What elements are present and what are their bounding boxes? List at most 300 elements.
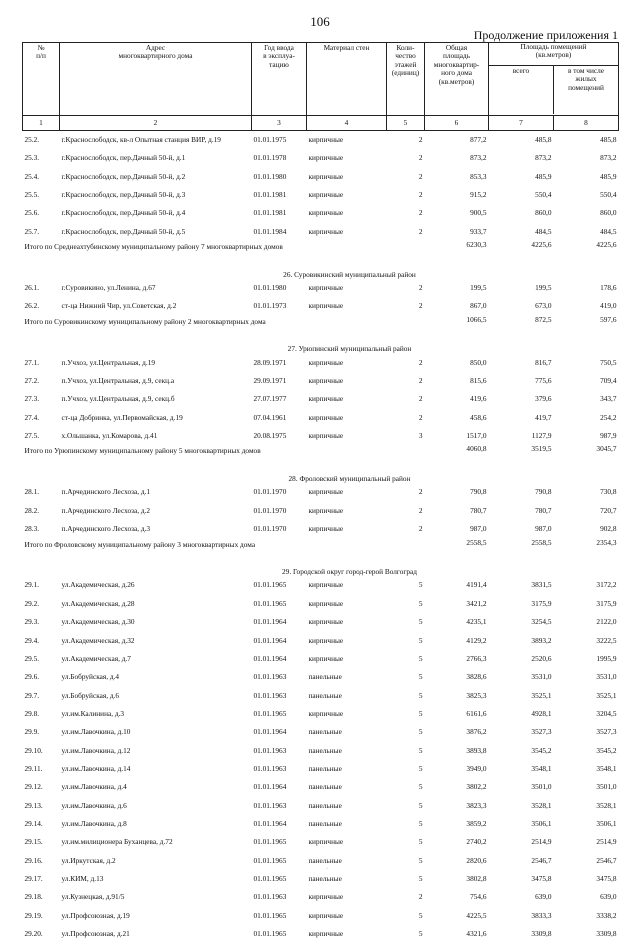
total-row [23, 316, 619, 340]
row-total-area: 4225,5 [425, 907, 489, 925]
row-premises-residential: 987,9 [554, 427, 619, 445]
row-floors: 2 [387, 297, 425, 315]
row-floors: 2 [387, 149, 425, 167]
table-row [23, 168, 619, 186]
row-number: 29.13. [23, 797, 60, 815]
row-premises-all: 2546,7 [489, 852, 554, 870]
table-row [23, 852, 619, 870]
row-total-area: 915,2 [425, 186, 489, 204]
row-floors: 2 [387, 131, 425, 150]
row-premises-all: 3528,1 [489, 797, 554, 815]
row-year: 01.01.1963 [252, 742, 307, 760]
row-address: г.Краснослободск, кв-л Опытная станция ВИР, д.19 [60, 131, 252, 150]
table-row [23, 632, 619, 650]
row-number: 29.17. [23, 870, 60, 888]
row-material: кирпичные [307, 650, 387, 668]
row-number: 28.2. [23, 502, 60, 520]
row-total-area: 987,0 [425, 520, 489, 538]
row-premises-all: 873,2 [489, 149, 554, 167]
row-year: 01.01.1981 [252, 186, 307, 204]
header-premises-area: Площадь помещений (кв.метров) [489, 43, 618, 66]
row-premises-residential: 3172,2 [554, 577, 619, 595]
row-number: 25.4. [23, 168, 60, 186]
row-year: 01.01.1984 [252, 223, 307, 241]
total-area: 2558,5 [425, 539, 489, 563]
row-material: кирпичные [307, 888, 387, 906]
row-year: 01.01.1965 [252, 833, 307, 851]
row-year: 27.07.1977 [252, 390, 307, 408]
row-address: ул.им.Лавочкина, д.8 [60, 815, 252, 833]
row-premises-all: 3254,5 [489, 613, 554, 631]
row-number: 29.5. [23, 650, 60, 668]
row-premises-all: 1127,9 [489, 427, 554, 445]
table-row [23, 668, 619, 686]
row-year: 01.01.1973 [252, 297, 307, 315]
row-floors: 2 [387, 409, 425, 427]
total-label: Итого по Суровикинскому муниципальному району 2 многоквартирных дома [23, 316, 425, 340]
row-premises-residential: 639,0 [554, 888, 619, 906]
row-year: 01.01.1964 [252, 815, 307, 833]
row-premises-all: 3545,2 [489, 742, 554, 760]
row-number: 29.14. [23, 815, 60, 833]
row-address: ул.Академическая, д.30 [60, 613, 252, 631]
row-premises-residential: 254,2 [554, 409, 619, 427]
row-premises-all: 550,4 [489, 186, 554, 204]
row-number: 29.2. [23, 595, 60, 613]
row-material: кирпичные [307, 372, 387, 390]
row-premises-residential: 3548,1 [554, 760, 619, 778]
row-material: кирпичные [307, 297, 387, 315]
table-row [23, 870, 619, 888]
table-row [23, 409, 619, 427]
table-row [23, 833, 619, 851]
row-total-area: 3802,2 [425, 778, 489, 796]
row-premises-residential: 3309,8 [554, 925, 619, 943]
row-material: кирпичные [307, 520, 387, 538]
row-premises-residential: 902,8 [554, 520, 619, 538]
row-material: кирпичные [307, 483, 387, 501]
total-area: 1066,5 [425, 316, 489, 340]
row-material: панельные [307, 852, 387, 870]
row-address: г.Краснослободск, пер.Дачный 50-й, д.5 [60, 223, 252, 241]
table-row [23, 760, 619, 778]
row-floors: 3 [387, 427, 425, 445]
row-premises-residential: 3506,1 [554, 815, 619, 833]
table-row [23, 705, 619, 723]
row-total-area: 3802,8 [425, 870, 489, 888]
row-premises-all: 3527,3 [489, 723, 554, 741]
section-title: 26. Суровикинский муниципальный район [23, 265, 619, 279]
row-floors: 2 [387, 502, 425, 520]
row-number: 29.10. [23, 742, 60, 760]
row-floors: 2 [387, 204, 425, 222]
table-body [23, 131, 619, 943]
row-year: 01.01.1970 [252, 520, 307, 538]
row-premises-all: 780,7 [489, 502, 554, 520]
row-number: 29.8. [23, 705, 60, 723]
total-row [23, 241, 619, 265]
section-heading-row [23, 265, 619, 279]
row-material: кирпичные [307, 632, 387, 650]
row-floors: 5 [387, 742, 425, 760]
row-total-area: 4321,6 [425, 925, 489, 943]
section-heading-row [23, 563, 619, 577]
header-total-area: Общая площадь многоквартир- ного дома (кв.метров) [425, 43, 489, 116]
total-premises-residential: 2354,3 [554, 539, 619, 563]
section-title: 29. Городской округ город-герой Волгоград [23, 563, 619, 577]
row-material: кирпичные [307, 168, 387, 186]
row-number: 29.15. [23, 833, 60, 851]
scan-dot: · [326, 866, 328, 872]
row-year: 07.04.1961 [252, 409, 307, 427]
row-floors: 5 [387, 723, 425, 741]
row-material: кирпичные [307, 595, 387, 613]
total-premises-residential: 597,6 [554, 316, 619, 340]
row-floors: 5 [387, 632, 425, 650]
row-address: п.Учхоз, ул.Центральная, д.19 [60, 354, 252, 372]
row-premises-residential: 3545,2 [554, 742, 619, 760]
row-year: 01.01.1964 [252, 723, 307, 741]
column-number: 3 [252, 116, 307, 131]
row-number: 29.3. [23, 613, 60, 631]
row-total-area: 2820,6 [425, 852, 489, 870]
row-total-area: 850,0 [425, 354, 489, 372]
row-total-area: 199,5 [425, 279, 489, 297]
table-row [23, 427, 619, 445]
row-address: ул.КИМ, д.13 [60, 870, 252, 888]
row-year: 01.01.1965 [252, 870, 307, 888]
row-year: 01.01.1963 [252, 687, 307, 705]
row-floors: 5 [387, 577, 425, 595]
row-address: п.Учхоз, ул.Центральная, д.9, секц.б [60, 390, 252, 408]
row-material: кирпичные [307, 409, 387, 427]
table-header [23, 43, 619, 131]
row-floors: 5 [387, 907, 425, 925]
row-floors: 5 [387, 613, 425, 631]
row-number: 27.3. [23, 390, 60, 408]
row-address: г.Суровикино, ул.Ленина, д.67 [60, 279, 252, 297]
row-premises-all: 379,6 [489, 390, 554, 408]
row-number: 27.5. [23, 427, 60, 445]
row-number: 25.3. [23, 149, 60, 167]
row-number: 29.16. [23, 852, 60, 870]
total-premises-all: 2558,5 [489, 539, 554, 563]
row-material: панельные [307, 797, 387, 815]
table-row [23, 650, 619, 668]
row-material: кирпичные [307, 223, 387, 241]
table-row [23, 723, 619, 741]
row-year: 01.01.1965 [252, 907, 307, 925]
row-total-area: 4191,4 [425, 577, 489, 595]
row-material: кирпичные [307, 354, 387, 372]
row-premises-all: 3548,1 [489, 760, 554, 778]
section-title: 28. Фроловский муниципальный район [23, 469, 619, 483]
row-number: 29.20. [23, 925, 60, 943]
row-floors: 2 [387, 483, 425, 501]
row-total-area: 3859,2 [425, 815, 489, 833]
row-floors: 2 [387, 223, 425, 241]
row-address: г.Краснослободск, пер.Дачный 50-й, д.4 [60, 204, 252, 222]
row-address: ул.им.Лавочкина, д.10 [60, 723, 252, 741]
row-premises-residential: 750,5 [554, 354, 619, 372]
row-address: ул.Академическая, д.28 [60, 595, 252, 613]
row-premises-all: 2520,6 [489, 650, 554, 668]
row-total-area: 790,8 [425, 483, 489, 501]
row-address: ул.им.милиционера Буханцева, д.72 [60, 833, 252, 851]
row-total-area: 900,5 [425, 204, 489, 222]
row-premises-residential: 343,7 [554, 390, 619, 408]
row-premises-residential: 3175,9 [554, 595, 619, 613]
row-floors: 5 [387, 833, 425, 851]
row-number: 27.2. [23, 372, 60, 390]
header-premises-residential: в том числе жилых помещений [553, 66, 618, 114]
row-address: ул.Профсоюзная, д.19 [60, 907, 252, 925]
row-floors: 2 [387, 520, 425, 538]
row-premises-residential: 3204,5 [554, 705, 619, 723]
table-row [23, 204, 619, 222]
row-total-area: 3421,2 [425, 595, 489, 613]
row-year: 01.01.1975 [252, 131, 307, 150]
row-premises-all: 3175,9 [489, 595, 554, 613]
total-area: 6230,3 [425, 241, 489, 265]
row-total-area: 853,3 [425, 168, 489, 186]
total-label: Итого по Среднеахтубинскому муниципальному району 7 многоквартирных домов [23, 241, 425, 265]
row-number: 29.7. [23, 687, 60, 705]
row-total-area: 3876,2 [425, 723, 489, 741]
row-material: панельные [307, 870, 387, 888]
row-number: 26.2. [23, 297, 60, 315]
header-premises-group [489, 43, 619, 116]
row-address: ул.Бобруйская, д.4 [60, 668, 252, 686]
row-material: кирпичные [307, 390, 387, 408]
header-address: Адрес многоквартирного дома [60, 43, 252, 116]
row-total-area: 2740,2 [425, 833, 489, 851]
row-premises-residential: 484,5 [554, 223, 619, 241]
table-row [23, 815, 619, 833]
row-material: кирпичные [307, 279, 387, 297]
row-premises-residential: 3525,1 [554, 687, 619, 705]
row-year: 01.01.1978 [252, 149, 307, 167]
row-address: ул.им.Лавочкина, д.4 [60, 778, 252, 796]
section-heading-row [23, 469, 619, 483]
total-premises-residential: 4225,6 [554, 241, 619, 265]
row-total-area: 3893,8 [425, 742, 489, 760]
row-year: 01.01.1963 [252, 760, 307, 778]
row-floors: 5 [387, 852, 425, 870]
row-material: кирпичные [307, 131, 387, 150]
table-row [23, 797, 619, 815]
row-floors: 2 [387, 390, 425, 408]
row-material: панельные [307, 815, 387, 833]
header-premises-all: всего [489, 66, 553, 114]
section-heading-row [23, 340, 619, 354]
row-material: кирпичные [307, 577, 387, 595]
header-material: Материал стен [307, 43, 387, 116]
row-premises-all: 816,7 [489, 354, 554, 372]
column-number: 7 [489, 116, 554, 131]
row-number: 27.4. [23, 409, 60, 427]
row-material: кирпичные [307, 833, 387, 851]
row-premises-all: 485,8 [489, 131, 554, 150]
row-premises-residential: 3475,8 [554, 870, 619, 888]
row-total-area: 419,6 [425, 390, 489, 408]
row-year: 29.09.1971 [252, 372, 307, 390]
row-premises-all: 775,6 [489, 372, 554, 390]
row-material: кирпичные [307, 613, 387, 631]
row-year: 01.01.1964 [252, 632, 307, 650]
row-address: п.Арчединского Лесхоза, д.1 [60, 483, 252, 501]
row-total-area: 780,7 [425, 502, 489, 520]
row-number: 29.6. [23, 668, 60, 686]
table-row [23, 390, 619, 408]
column-number: 8 [554, 116, 619, 131]
table-row [23, 483, 619, 501]
row-year: 01.01.1964 [252, 650, 307, 668]
column-number: 5 [387, 116, 425, 131]
header-floors: Коли- чество этажей (единиц) [387, 43, 425, 116]
row-premises-residential: 720,7 [554, 502, 619, 520]
row-premises-residential: 3338,2 [554, 907, 619, 925]
table-row [23, 354, 619, 372]
table-row [23, 687, 619, 705]
table-row [23, 577, 619, 595]
row-material: кирпичные [307, 204, 387, 222]
row-premises-residential: 3501,0 [554, 778, 619, 796]
row-year: 01.01.1980 [252, 279, 307, 297]
row-number: 29.11. [23, 760, 60, 778]
page-number: 106 [0, 14, 640, 30]
row-year: 20.08.1975 [252, 427, 307, 445]
row-floors: 5 [387, 595, 425, 613]
row-material: кирпичные [307, 149, 387, 167]
row-number: 26.1. [23, 279, 60, 297]
row-material: кирпичные [307, 907, 387, 925]
row-premises-residential: 860,0 [554, 204, 619, 222]
row-number: 25.6. [23, 204, 60, 222]
row-address: ул.Бобруйская, д.6 [60, 687, 252, 705]
row-number: 25.7. [23, 223, 60, 241]
row-material: кирпичные [307, 427, 387, 445]
row-floors: 5 [387, 778, 425, 796]
row-year: 01.01.1964 [252, 778, 307, 796]
section-title: 27. Урюпинский муниципальный район [23, 340, 619, 354]
row-premises-residential: 485,8 [554, 131, 619, 150]
row-premises-all: 419,7 [489, 409, 554, 427]
row-premises-all: 3309,8 [489, 925, 554, 943]
row-premises-all: 790,8 [489, 483, 554, 501]
row-premises-all: 860,0 [489, 204, 554, 222]
row-floors: 5 [387, 668, 425, 686]
row-premises-all: 199,5 [489, 279, 554, 297]
row-total-area: 2766,3 [425, 650, 489, 668]
header-year: Год ввода в эксплуа- тацию [252, 43, 307, 116]
row-premises-all: 673,0 [489, 297, 554, 315]
row-number: 29.12. [23, 778, 60, 796]
row-total-area: 4235,1 [425, 613, 489, 631]
row-address: ул.Профсоюзная, д.21 [60, 925, 252, 943]
total-premises-all: 872,5 [489, 316, 554, 340]
row-address: ул.Иркутская, д.2 [60, 852, 252, 870]
row-floors: 2 [387, 186, 425, 204]
row-premises-all: 3501,0 [489, 778, 554, 796]
row-address: ул.им.Лавочкина, д.12 [60, 742, 252, 760]
row-material: панельные [307, 760, 387, 778]
row-address: г.Краснослободск, пер.Дачный 50-й, д.2 [60, 168, 252, 186]
column-number: 2 [60, 116, 252, 131]
row-premises-all: 4928,1 [489, 705, 554, 723]
row-floors: 5 [387, 705, 425, 723]
header-number: № п/п [23, 43, 60, 116]
row-address: ул.Академическая, д.32 [60, 632, 252, 650]
row-material: кирпичные [307, 502, 387, 520]
row-total-area: 6161,6 [425, 705, 489, 723]
row-premises-all: 3833,3 [489, 907, 554, 925]
row-total-area: 1517,0 [425, 427, 489, 445]
row-floors: 2 [387, 888, 425, 906]
total-label: Итого по Фроловскому муниципальному району 3 многоквартирных дома [23, 539, 425, 563]
row-material: панельные [307, 668, 387, 686]
row-total-area: 867,0 [425, 297, 489, 315]
row-premises-residential: 550,4 [554, 186, 619, 204]
total-area: 4060,8 [425, 445, 489, 469]
row-material: кирпичные [307, 705, 387, 723]
row-premises-all: 485,9 [489, 168, 554, 186]
row-premises-residential: 709,4 [554, 372, 619, 390]
row-material: кирпичные [307, 925, 387, 943]
row-premises-all: 3531,0 [489, 668, 554, 686]
row-premises-all: 3831,5 [489, 577, 554, 595]
row-floors: 5 [387, 870, 425, 888]
row-address: ул.им.Лавочкина, д.14 [60, 760, 252, 778]
row-year: 01.01.1970 [252, 502, 307, 520]
column-number: 6 [425, 116, 489, 131]
row-premises-all: 3506,1 [489, 815, 554, 833]
row-address: х.Ольшанка, ул.Комарова, д.41 [60, 427, 252, 445]
row-number: 29.18. [23, 888, 60, 906]
row-address: г.Краснослободск, пер.Дачный 50-й, д.3 [60, 186, 252, 204]
row-total-area: 458,6 [425, 409, 489, 427]
column-number: 4 [307, 116, 387, 131]
row-premises-all: 484,5 [489, 223, 554, 241]
row-total-area: 933,7 [425, 223, 489, 241]
row-premises-residential: 3222,5 [554, 632, 619, 650]
row-address: п.Арчединского Лесхоза, д.3 [60, 520, 252, 538]
row-total-area: 3949,0 [425, 760, 489, 778]
continuation-title: Продолжение приложения 1 [474, 28, 618, 43]
total-premises-all: 4225,6 [489, 241, 554, 265]
row-number: 25.5. [23, 186, 60, 204]
row-floors: 5 [387, 650, 425, 668]
row-year: 01.01.1965 [252, 705, 307, 723]
row-total-area: 877,2 [425, 131, 489, 150]
table-row [23, 279, 619, 297]
total-label: Итого по Урюпинскому муниципальному району 5 многоквартирных домов [23, 445, 425, 469]
row-total-area: 815,6 [425, 372, 489, 390]
row-material: панельные [307, 778, 387, 796]
row-number: 29.19. [23, 907, 60, 925]
row-address: г.Краснослободск, пер.Дачный 50-й, д.1 [60, 149, 252, 167]
table-row [23, 297, 619, 315]
row-address: п.Учхоз, ул.Центральная, д.9, секц.а [60, 372, 252, 390]
row-total-area: 4129,2 [425, 632, 489, 650]
row-premises-all: 3475,8 [489, 870, 554, 888]
table-row [23, 907, 619, 925]
row-number: 28.1. [23, 483, 60, 501]
row-premises-residential: 873,2 [554, 149, 619, 167]
column-number: 1 [23, 116, 60, 131]
row-floors: 5 [387, 760, 425, 778]
row-year: 01.01.1965 [252, 595, 307, 613]
